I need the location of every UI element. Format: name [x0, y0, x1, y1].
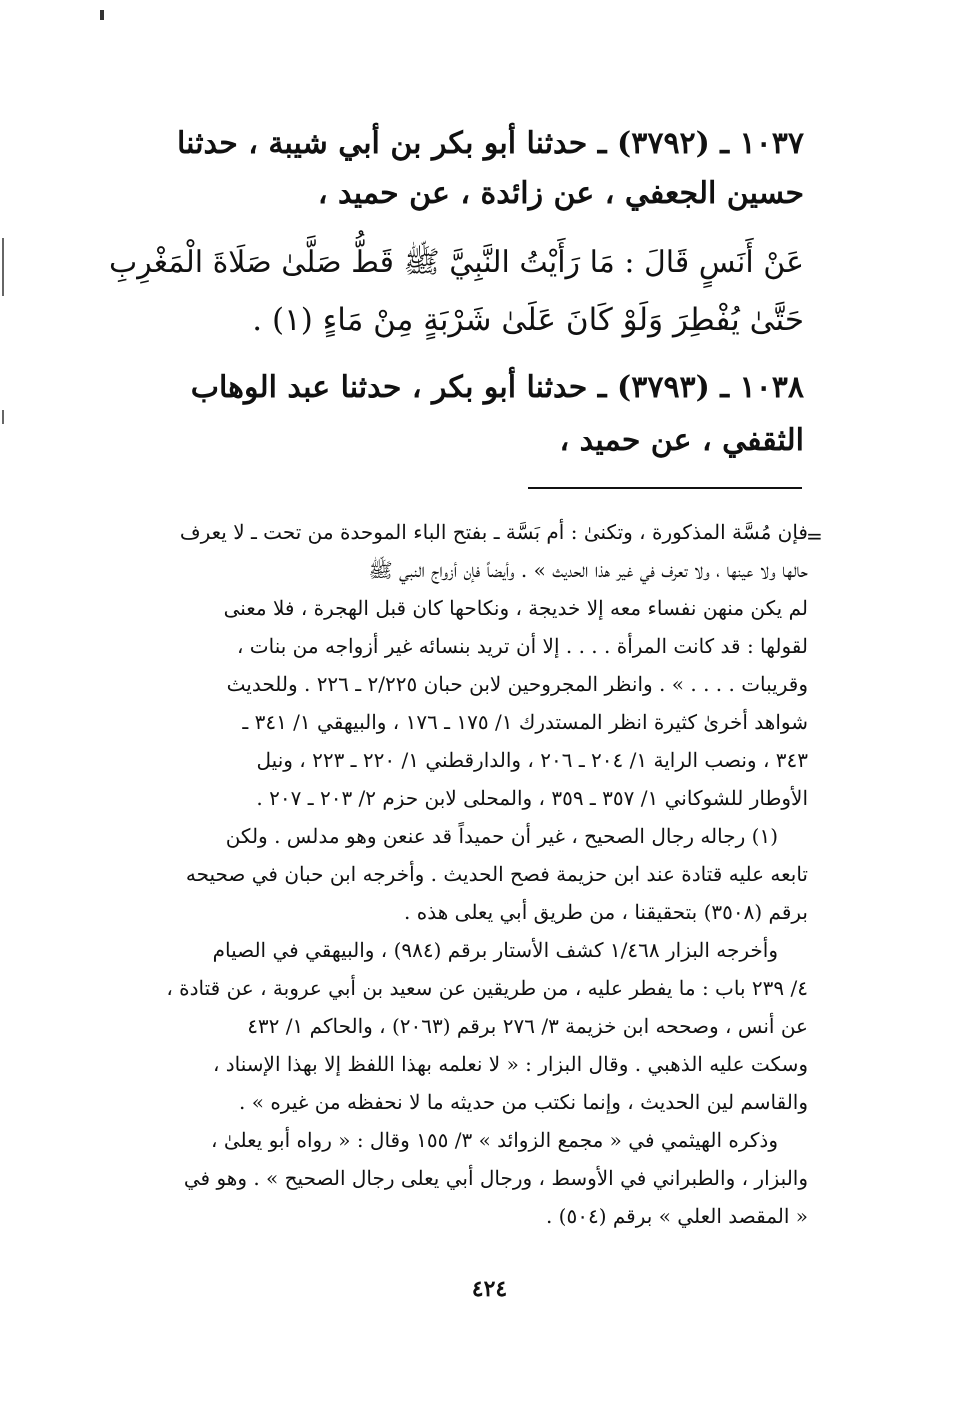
footnote-paragraph: وأخرجه البزار ١/٤٦٨ كشف الأستار برقم (٩٨٤) ، والبيهقي في الصيام	[212, 938, 778, 962]
footnote-line: برقم (٣٥٠٨) بتحقيقنا ، من طريق أبي يعلى هذه .	[404, 900, 808, 924]
footnote-line: لم يكن منهن نفساء معه إلا خديجة ، ونكاحها كان قبل الهجرة ، فلا معنى	[223, 596, 808, 620]
footnote-line: حالها ولا عينها ، ولا تعرف في غير هذا الحديث » . وأيضاً فإن أزواج النبي ﷺ	[368, 558, 808, 582]
margin-mark	[2, 238, 4, 296]
footnote-line: فإن مُسَّة المذكورة ، وتكنىٰ : أم بَسَّة ـ بفتح الباء الموحدة من تحت ـ لا يعرف	[179, 520, 808, 544]
footnote-line: وقريبات . . . . » . وانظر المجروحين لابن حبان ٢/٢٢٥ ـ ٢٢٦ . وللحديث	[226, 672, 808, 696]
footnote-line: وسكت عليه الذهبي . وقال البزار : « لا نعلمه بهذا اللفظ إلا بهذا الإسناد ،	[212, 1052, 808, 1076]
footnote-line: شواهد أخرىٰ كثيرة انظر المستدرك ١/ ١٧٥ ـ ١٧٦ ، والبيهقي ١/ ٣٤١ ـ	[242, 710, 808, 734]
footnote-line: ٣٤٣ ، ونصب الراية ١/ ٢٠٤ ـ ٢٠٦ ، والدارقطني ١/ ٢٢٠ ـ ٢٢٣ ، ونيل	[256, 748, 808, 772]
footnote-line: « المقصد العلي » برقم (٥٠٤) .	[545, 1204, 808, 1228]
hadith-1038-chain: الثقفي ، عن حميد ،	[559, 423, 804, 458]
footnote-1-start: (١) رجاله رجال الصحيح ، غير أن حميداً قد عنعن وهو مدلس . ولكن	[225, 824, 778, 848]
hadith-1037-chain: حسين الجعفي ، عن زائدة ، عن حميد ،	[317, 176, 804, 211]
footnote-line: عن أنس ، وصححه ابن خزيمة ٣/ ٢٧٦ برقم (٢٠٦٣) ، والحاكم ١/ ٤٣٢	[247, 1014, 808, 1038]
footnote-separator	[528, 487, 802, 489]
footnote-line: الأوطار للشوكاني ١/ ٣٥٧ ـ ٣٥٩ ، والمحلى لابن حزم ٢/ ٢٠٣ ـ ٢٠٧ .	[256, 786, 808, 810]
continuation-mark: =	[806, 524, 823, 548]
footnote-line: لقولها : قد كانت المرأة . . . . إلا أن تريد بنسائه غير أزواجه من بنات ،	[236, 634, 808, 658]
page-number: ٤٢٤	[471, 1276, 508, 1302]
footnote-line: ٤/ ٢٣٩ باب : ما يفطر عليه ، من طريقين عن سعيد بن أبي عروبة ، عن قتادة ،	[166, 976, 808, 1000]
footnote-line: والبزار ، والطبراني في الأوسط ، ورجال أبي يعلى رجال الصحيح » . وهو في	[183, 1166, 808, 1190]
top-mark	[100, 10, 104, 20]
footnote-line: تابعه عليه قتادة عند ابن حزيمة فصح الحديث . وأخرجه ابن حبان في صحيحه	[185, 862, 808, 886]
hadith-1037-text: عَنْ أَنَسٍ قَالَ : مَا رَأَيْتُ النَّبِيَّ ﷺ قَطُّ صَلَّىٰ صَلَاةَ الْمَغْرِبِ	[108, 245, 804, 280]
footnote-line: والقاسم لين الحديث ، وإنما نكتب من حديثه ما لا نحفظه من غيره » .	[239, 1090, 808, 1114]
hadith-1038-header: ١٠٣٨ ـ (٣٧٩٣) ـ حدثنا أبو بكر ، حدثنا عبد الوهاب	[190, 370, 804, 405]
margin-mark	[2, 410, 4, 424]
hadith-1037-text-end: حَتَّىٰ يُفْطِرَ وَلَوْ كَانَ عَلَىٰ شَرْبَةٍ مِنْ مَاءٍ (١) .	[252, 302, 804, 338]
footnote-paragraph: وذكره الهيثمي في « مجمع الزوائد » ٣/ ١٥٥ وقال : « رواه أبو يعلىٰ ،	[211, 1128, 778, 1152]
hadith-1037-header: ١٠٣٧ ـ (٣٧٩٢) ـ حدثنا أبو بكر بن أبي شيبة ، حدثنا	[177, 126, 804, 161]
